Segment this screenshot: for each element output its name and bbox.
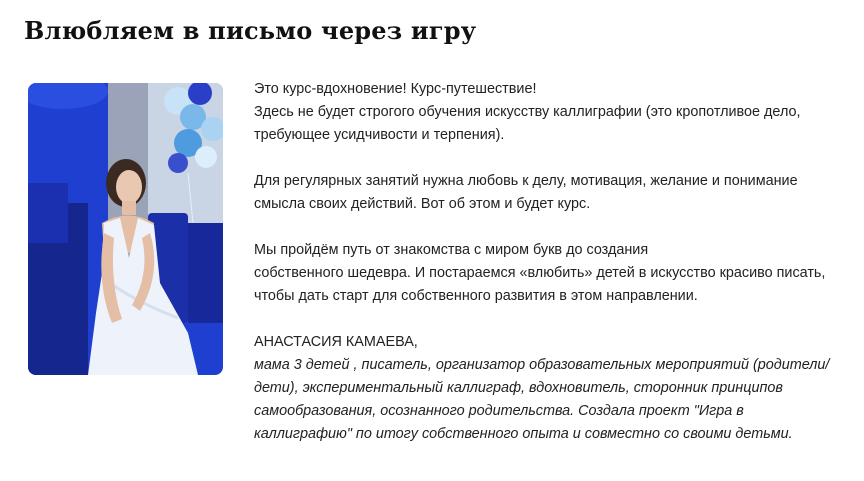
intro-line-1: Это курс-вдохновение! Курс-путешествие! <box>254 81 537 97</box>
path-paragraph <box>254 239 844 308</box>
page-title: Влюбляем в письмо через игру <box>24 16 477 45</box>
path-line-2: собственного шедевра. И постараемся «влюбить» детей в искусство красиво писать, чтобы дать старт для собственного развития в этом направлении. <box>254 265 826 304</box>
intro-line-2: Здесь не будет строгого обучения искусству каллиграфии (это кропотливое дело, требующее усидчивости и терпения). <box>254 104 801 143</box>
author-paragraph <box>254 331 844 446</box>
author-photo <box>28 83 223 375</box>
author-bio: мама 3 детей , писатель, организатор образовательных мероприятий (родители/дети), экспериментальный каллиграф, вдохновитель, сторонник принципов самообразования, осознанного родительства. Создала проект "Игра в каллиграфию" по итогу собственного опыта и совместно со своими детьми. <box>254 357 830 442</box>
course-description <box>254 78 844 446</box>
motivation-paragraph: Для регулярных занятий нужна любовь к делу, мотивация, желание и понимание смысла своих действий. Вот об этом и будет курс. <box>254 173 798 212</box>
path-line-1: Мы пройдём путь от знакомства с миром букв до создания <box>254 242 649 258</box>
author-name: АНАСТАСИЯ КАМАЕВА, <box>254 334 418 350</box>
intro-paragraph <box>254 78 844 147</box>
